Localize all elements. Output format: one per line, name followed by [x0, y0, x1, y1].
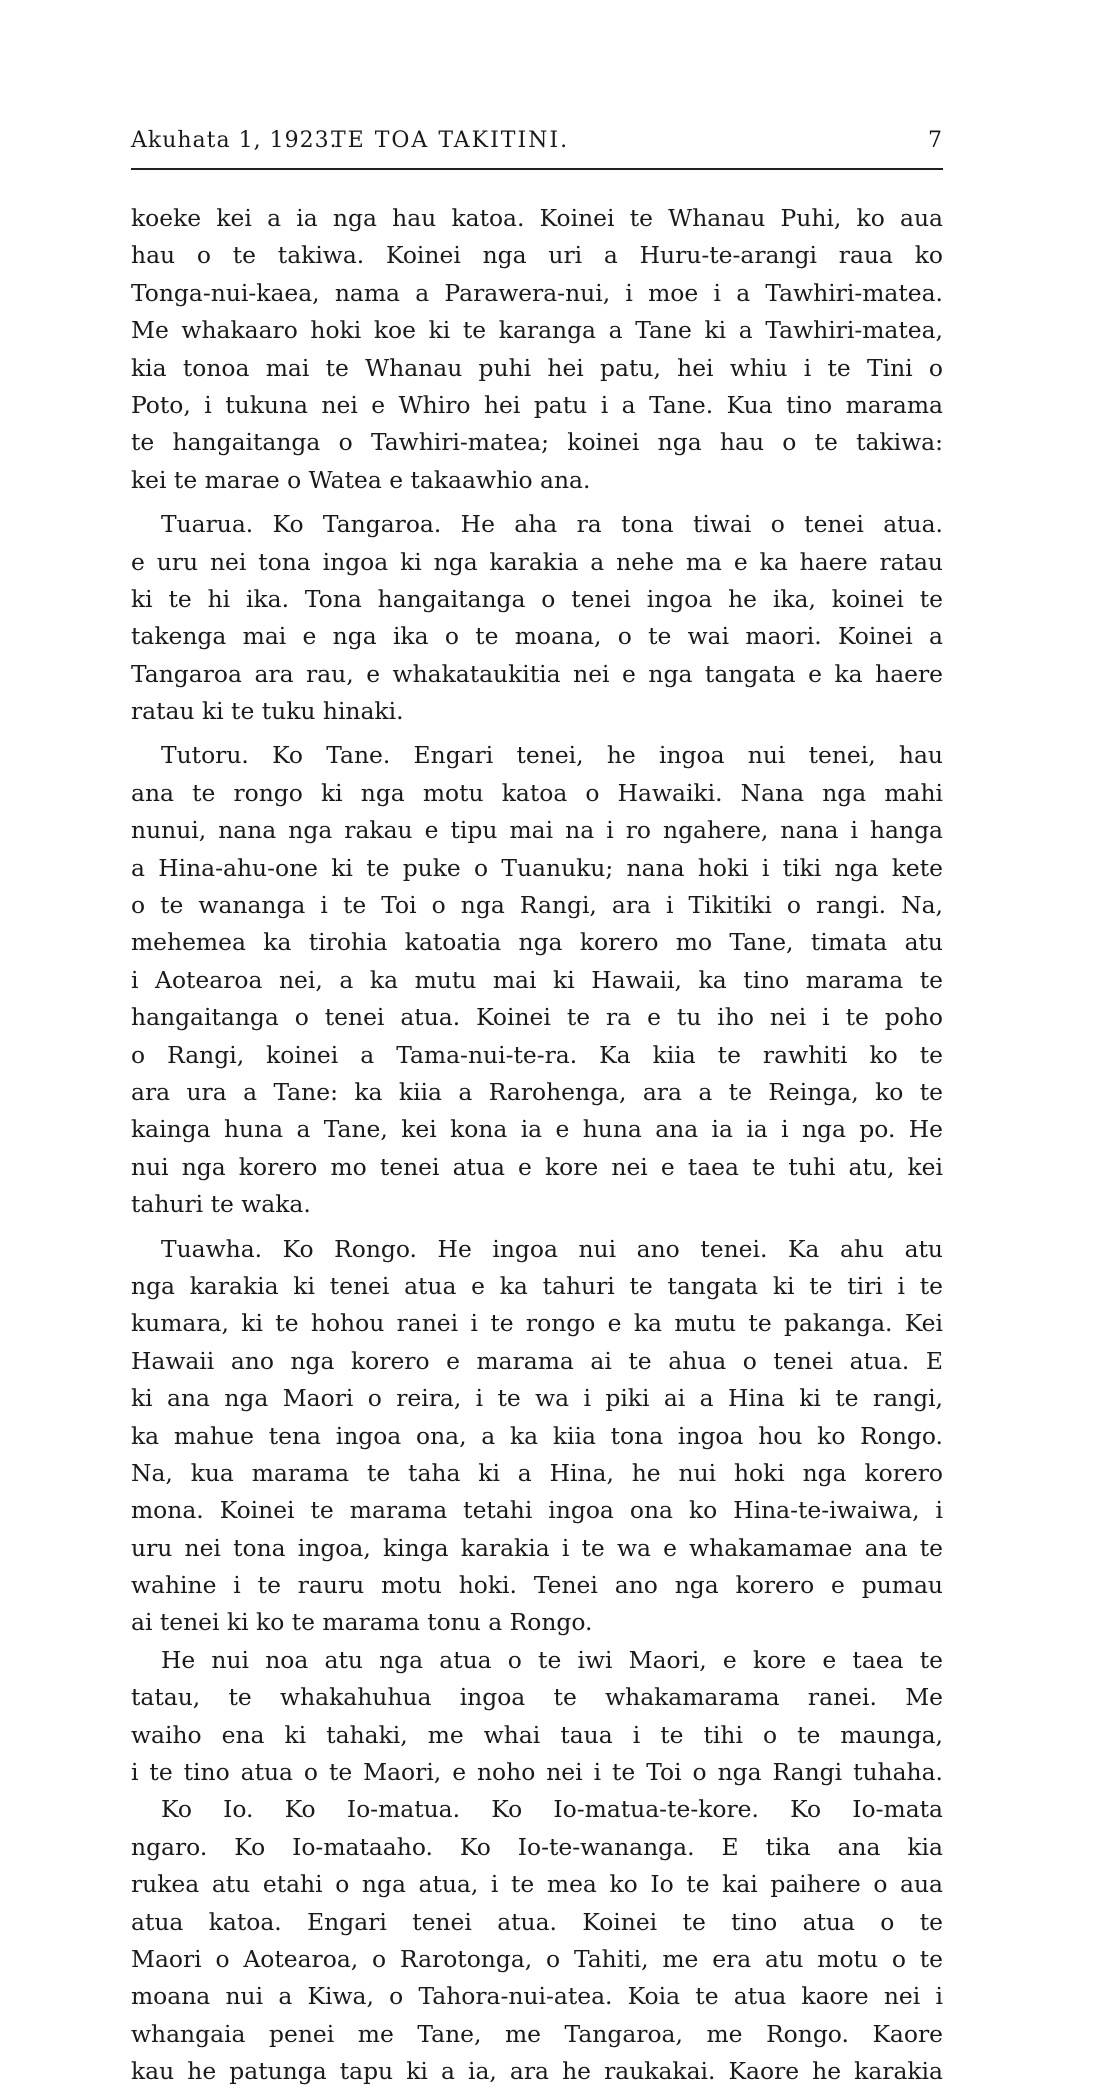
text-line: kau he patunga tapu ki a ia, ara he raukakai. Kaore he karakia	[131, 2057, 943, 2086]
header-date: Akuhata 1, 1923.	[131, 128, 338, 153]
text-line: ki te hi ika. Tona hangaitanga o tenei ingoa he ika, koinei te	[131, 584, 943, 613]
text-line: ara ura a Tane: ka kiia a Rarohenga, ara a te Reinga, ko te	[131, 1077, 943, 1106]
text-line: hau o te takiwa. Koinei nga uri a Huru-te-arangi raua ko	[131, 241, 943, 270]
text-line: rukea atu etahi o nga atua, i te mea ko Io te kai paihere o aua	[131, 1870, 943, 1899]
text-line: tatau, te whakahuhua ingoa te whakamarama ranei. Me	[131, 1683, 943, 1712]
text-line: tahuri te waka.	[131, 1190, 311, 1219]
text-line: ka mahue tena ingoa ona, a ka kiia tona ingoa hou ko Rongo.	[131, 1421, 943, 1450]
text-line: te hangaitanga o Tawhiri-matea; koinei nga hau o te takiwa:	[131, 428, 943, 457]
text-line: uru nei tona ingoa, kinga karakia i te wa e whakamamae ana te	[131, 1533, 943, 1562]
text-line: kia tonoa mai te Whanau puhi hei patu, hei whiu i te Tini o	[131, 353, 943, 382]
text-line: Na, kua marama te taha ki a Hina, he nui hoki nga korero	[131, 1458, 943, 1487]
paragraph-start-line: Ko Io. Ko Io-matua. Ko Io-matua-te-kore. Ko Io-mata	[161, 1795, 943, 1824]
text-line: a Hina-ahu-one ki te puke o Tuanuku; nana hoki i tiki nga kete	[131, 853, 943, 882]
paragraph-start-line: He nui noa atu nga atua o te iwi Maori, e kore e taea te	[161, 1645, 943, 1674]
text-line: Hawaii ano nga korero e marama ai te ahua o tenei atua. E	[131, 1346, 943, 1375]
text-line: Maori o Aotearoa, o Rarotonga, o Tahiti, me era atu motu o te	[131, 1944, 943, 1973]
text-line: o Rangi, koinei a Tama-nui-te-ra. Ka kiia te rawhiti ko te	[131, 1040, 943, 1069]
text-line: Poto, i tukuna nei e Whiro hei patu i a Tane. Kua tino marama	[131, 390, 943, 419]
text-line: hangaitanga o tenei atua. Koinei te ra e tu iho nei i te poho	[131, 1003, 943, 1032]
header-title: TE TOA TAKITINI.	[331, 128, 570, 153]
text-line: waiho ena ki tahaki, me whai taua i te tihi o te maunga,	[131, 1720, 943, 1749]
text-line: ngaro. Ko Io-mataaho. Ko Io-te-wananga. E tika ana kia	[131, 1832, 943, 1861]
text-line: e uru nei tona ingoa ki nga karakia a nehe ma e ka haere ratau	[131, 547, 943, 576]
text-line: Me whakaaro hoki koe ki te karanga a Tane ki a Tawhiri-matea,	[131, 316, 943, 345]
text-line: i te tino atua o te Maori, e noho nei i te Toi o nga Rangi tuhaha.	[131, 1758, 943, 1787]
header-rule	[131, 168, 943, 170]
text-line: nunui, nana nga rakau e tipu mai na i ro ngahere, nana i hanga	[131, 816, 943, 845]
text-line: kei te marae o Watea e takaawhio ana.	[131, 465, 591, 494]
text-line: ana te rongo ki nga motu katoa o Hawaiki. Nana nga mahi	[131, 778, 943, 807]
text-line: mona. Koinei te marama tetahi ingoa ona ko Hina-te-iwaiwa, i	[131, 1496, 943, 1525]
text-line: atua katoa. Engari tenei atua. Koinei te tino atua o te	[131, 1907, 943, 1936]
text-line: i Aotearoa nei, a ka mutu mai ki Hawaii, ka tino marama te	[131, 965, 943, 994]
text-line: nga karakia ki tenei atua e ka tahuri te tangata ki te tiri i te	[131, 1271, 943, 1300]
text-line: koeke kei a ia nga hau katoa. Koinei te Whanau Puhi, ko aua	[131, 204, 943, 232]
paragraph-start-line: Tuawha. Ko Rongo. He ingoa nui ano tenei. Ka ahu atu	[161, 1234, 943, 1263]
page-number: 7	[928, 128, 943, 153]
text-line: mehemea ka tirohia katoatia nga korero mo Tane, timata atu	[131, 928, 943, 957]
body-text	[131, 200, 943, 2091]
text-line: wahine i te rauru motu hoki. Tenei ano nga korero e pumau	[131, 1571, 943, 1600]
text-line: moana nui a Kiwa, o Tahora-nui-atea. Koia te atua kaore nei i	[131, 1982, 943, 2011]
text-line: ratau ki te tuku hinaki.	[131, 697, 404, 726]
text-line: ki ana nga Maori o reira, i te wa i piki ai a Hina ki te rangi,	[131, 1384, 943, 1413]
text-line: kumara, ki te hohou ranei i te rongo e ka mutu te pakanga. Kei	[131, 1309, 943, 1338]
paragraph-start-line: Tuarua. Ko Tangaroa. He aha ra tona tiwai o tenei atua.	[161, 510, 943, 539]
text-line: nui nga korero mo tenei atua e kore nei e taea te tuhi atu, kei	[131, 1152, 943, 1181]
text-line: Tangaroa ara rau, e whakataukitia nei e nga tangata e ka haere	[131, 659, 943, 688]
running-header	[131, 128, 943, 164]
text-line: ai tenei ki ko te marama tonu a Rongo.	[131, 1608, 593, 1637]
text-line: takenga mai e nga ika o te moana, o te wai maori. Koinei a	[131, 622, 943, 651]
text-line: Tonga-nui-kaea, nama a Parawera-nui, i moe i a Tawhiri-matea.	[131, 278, 943, 307]
text-line: o te wananga i te Toi o nga Rangi, ara i Tikitiki o rangi. Na,	[131, 891, 943, 920]
paragraph-start-line: Tutoru. Ko Tane. Engari tenei, he ingoa nui tenei, hau	[161, 741, 943, 770]
text-line: whangaia penei me Tane, me Tangaroa, me Rongo. Kaore	[131, 2019, 943, 2048]
text-line: kainga huna a Tane, kei kona ia e huna ana ia ia i nga po. He	[131, 1115, 943, 1144]
